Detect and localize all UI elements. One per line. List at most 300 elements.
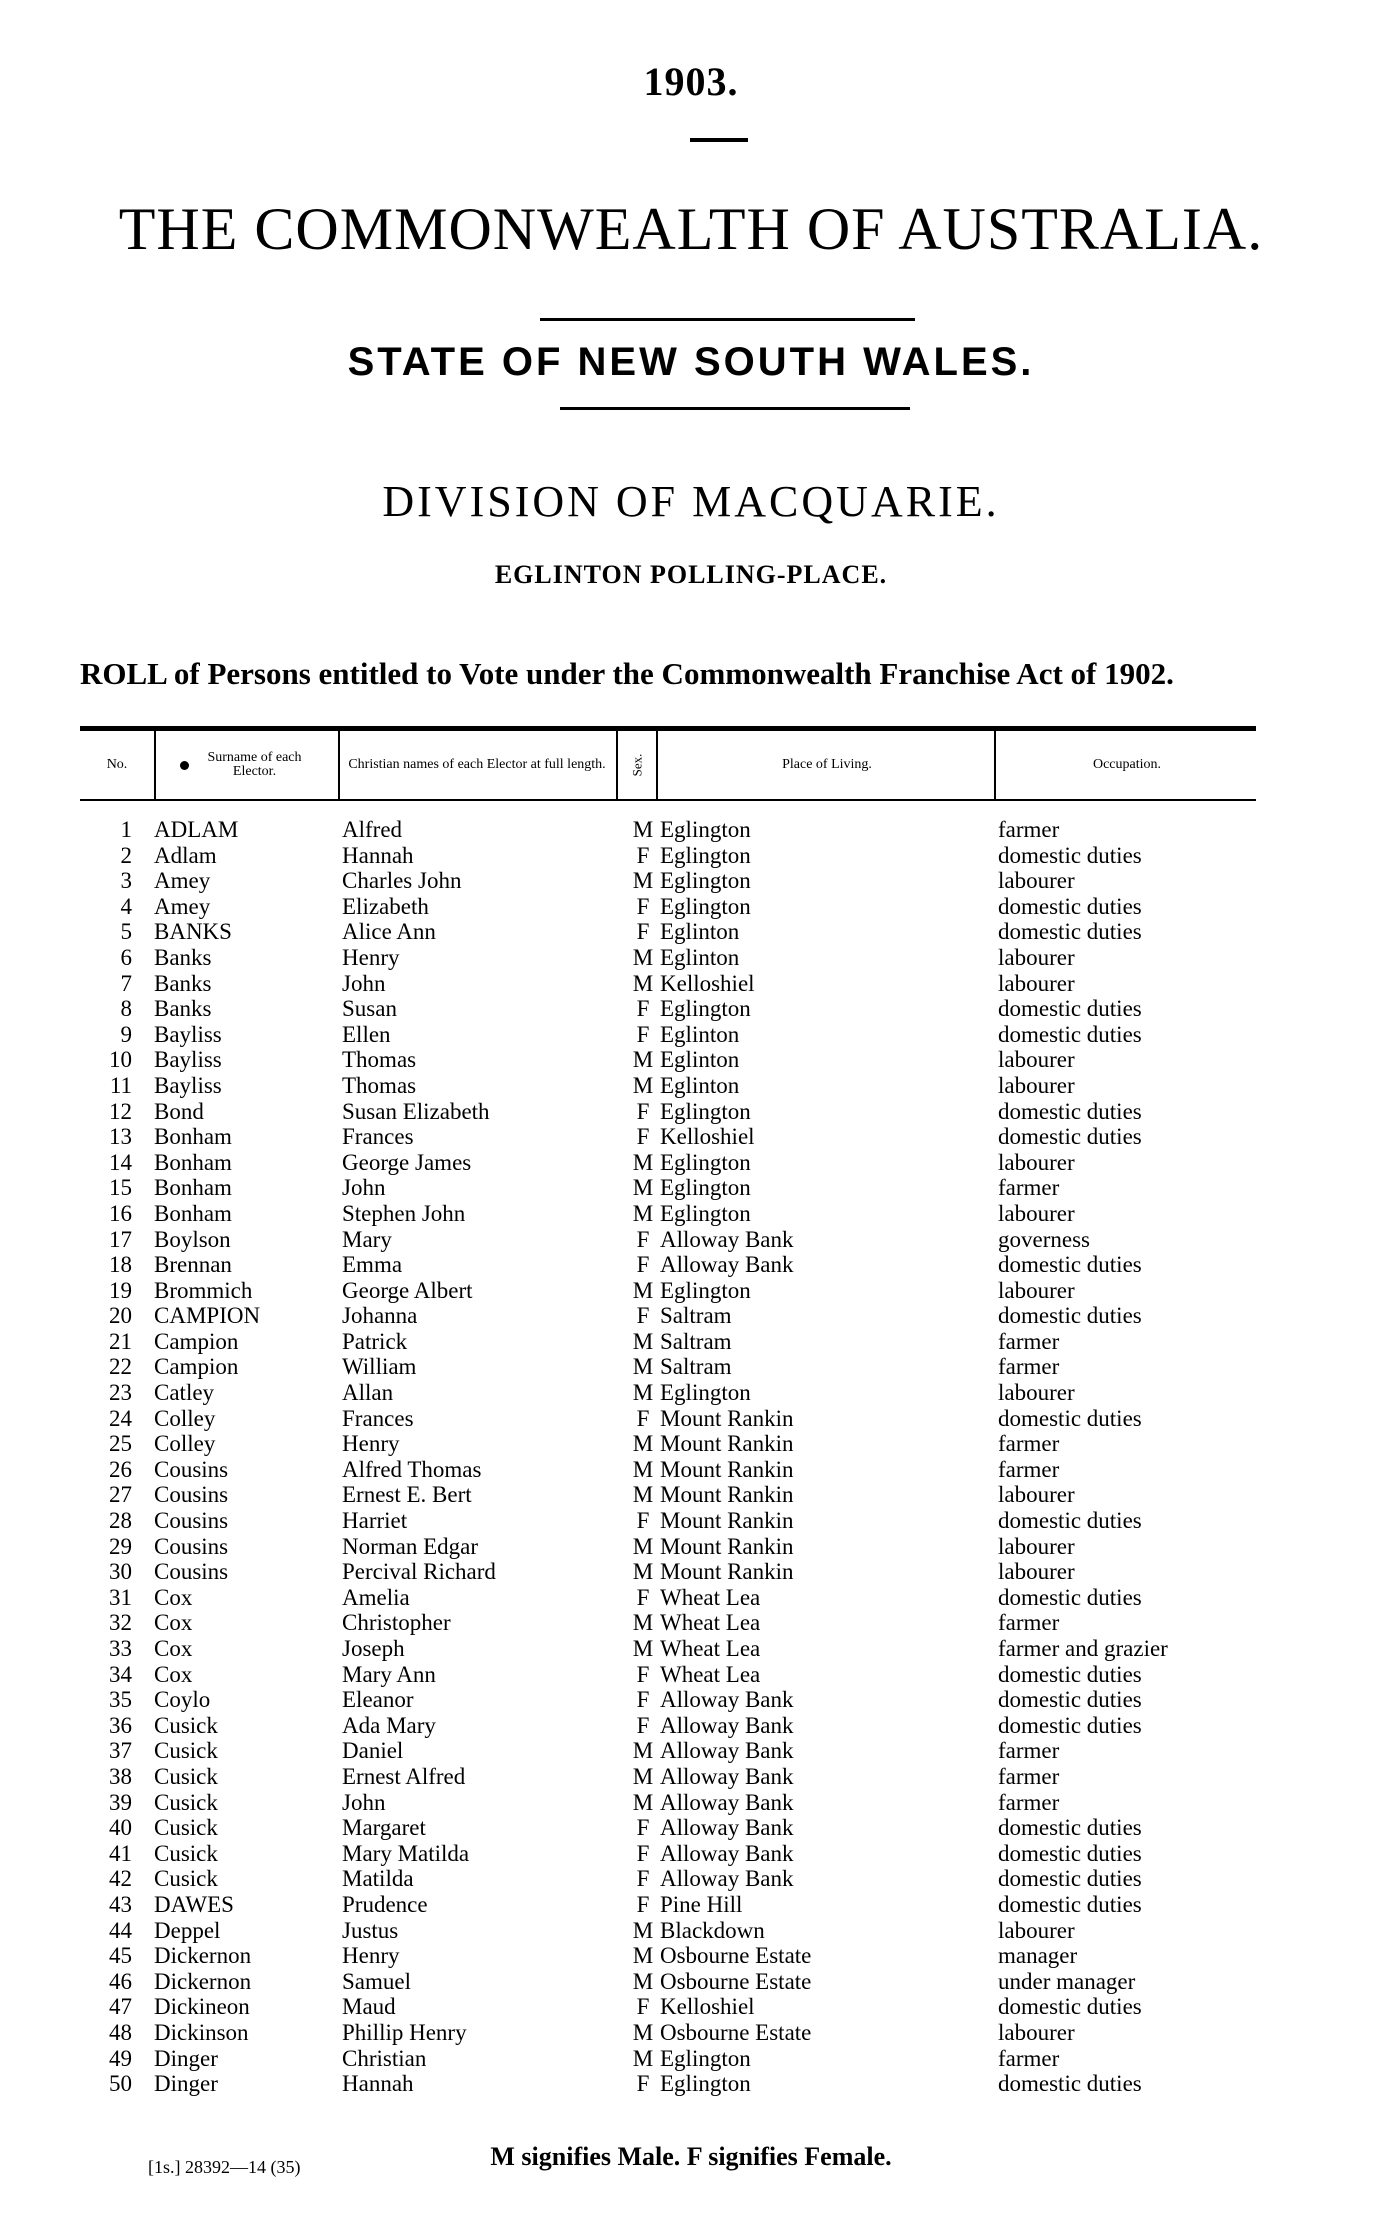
place-of-living-cell: Kelloshiel xyxy=(660,970,755,996)
occupation-cell: domestic duties xyxy=(998,1866,1142,1892)
occupation-cell: domestic duties xyxy=(998,1840,1142,1866)
place-of-living-cell: Pine Hill xyxy=(660,1891,743,1917)
place-of-living-cell: Alloway Bank xyxy=(660,1226,794,1252)
place-of-living-cell: Eglinton xyxy=(660,1021,740,1047)
sex-cell: F xyxy=(636,1712,650,1738)
occupation-cell: labourer xyxy=(998,1047,1075,1073)
row-number: 47 xyxy=(109,1994,132,2020)
sex-cell: M xyxy=(632,1072,654,1098)
column-header-place: Place of Living. xyxy=(782,757,872,772)
sex-cell: F xyxy=(636,1405,650,1431)
surname-cell: Brennan xyxy=(154,1252,232,1278)
table-row xyxy=(80,894,1256,920)
surname-cell: Bayliss xyxy=(154,1072,222,1098)
christian-names-cell: Thomas xyxy=(342,1047,417,1073)
surname-cell: Cousins xyxy=(154,1508,229,1534)
place-of-living-cell: Alloway Bank xyxy=(660,1738,794,1764)
surname-cell: CAMPION xyxy=(154,1303,261,1329)
row-number: 39 xyxy=(109,1789,132,1815)
sex-cell: M xyxy=(632,1456,654,1482)
column-header-no: No. xyxy=(106,757,128,772)
row-number: 31 xyxy=(109,1584,132,1610)
row-number: 18 xyxy=(109,1252,132,1278)
sex-cell: M xyxy=(632,1533,654,1559)
sex-cell: M xyxy=(632,1610,654,1636)
occupation-cell: labourer xyxy=(998,944,1075,970)
sex-cell: F xyxy=(636,1584,650,1610)
christian-names-cell: Mary Ann xyxy=(342,1661,436,1687)
surname-cell: Catley xyxy=(154,1380,215,1406)
row-number: 6 xyxy=(120,944,132,970)
row-number: 44 xyxy=(109,1917,132,1943)
place-of-living-cell: Mount Rankin xyxy=(660,1508,794,1534)
surname-cell: Dickinson xyxy=(154,2019,249,2045)
row-number: 46 xyxy=(109,1968,132,1994)
occupation-cell: domestic duties xyxy=(998,1661,1142,1687)
place-of-living-cell: Wheat Lea xyxy=(660,1636,761,1661)
table-row xyxy=(80,1252,1256,1278)
table-row xyxy=(80,843,1256,869)
table-row xyxy=(80,1764,1256,1790)
place-of-living-cell: Eglington xyxy=(660,996,751,1022)
print-info: [1s.] 28392—14 (35) xyxy=(148,2157,301,2177)
table-row xyxy=(80,1047,1256,1073)
occupation-cell: domestic duties xyxy=(998,842,1142,868)
christian-names-cell: Alfred Thomas xyxy=(342,1456,482,1482)
place-of-living-cell: Saltram xyxy=(660,1303,732,1329)
row-number: 16 xyxy=(109,1200,132,1226)
table-row xyxy=(80,2071,1256,2097)
division-heading: DIVISION OF MACQUARIE. xyxy=(382,477,1000,526)
table-row xyxy=(80,1099,1256,1125)
table-row xyxy=(80,1175,1256,1201)
christian-names-cell: John xyxy=(342,1789,386,1815)
surname-cell: Bonham xyxy=(154,1200,232,1226)
sex-cell: F xyxy=(636,1815,650,1841)
christian-names-cell: Ellen xyxy=(342,1021,391,1047)
surname-cell: Cusick xyxy=(154,1738,218,1764)
row-number: 45 xyxy=(109,1943,132,1969)
place-of-living-cell: Eglington xyxy=(660,842,751,868)
surname-cell: Deppel xyxy=(154,1917,221,1943)
place-of-living-cell: Alloway Bank xyxy=(660,1763,794,1789)
occupation-cell: labourer xyxy=(998,1200,1075,1226)
sex-cell: M xyxy=(632,1277,654,1303)
sex-cell: M xyxy=(632,1917,654,1943)
table-row xyxy=(80,1278,1256,1304)
surname-cell: Cox xyxy=(154,1584,193,1610)
surname-cell: Cusick xyxy=(154,1815,218,1841)
table-row xyxy=(80,1150,1256,1176)
table-row xyxy=(80,1124,1256,1150)
surname-cell: Cusick xyxy=(154,1789,218,1815)
table-row xyxy=(80,1866,1256,1892)
table-row xyxy=(80,1969,1256,1995)
table-row xyxy=(80,1636,1256,1662)
table-row xyxy=(80,1585,1256,1611)
occupation-cell: domestic duties xyxy=(998,1687,1142,1713)
sex-cell: M xyxy=(632,1431,654,1457)
row-number: 28 xyxy=(109,1508,132,1534)
christian-names-cell: John xyxy=(342,970,386,996)
surname-cell: Bonham xyxy=(154,1124,232,1150)
surname-cell: Coylo xyxy=(154,1687,211,1713)
table-row xyxy=(80,945,1256,971)
surname-cell: Bonham xyxy=(154,1175,232,1201)
row-number: 40 xyxy=(109,1815,132,1841)
column-header-surname-label: Surname of each Elector. xyxy=(207,750,302,779)
sex-cell: M xyxy=(632,1559,654,1585)
sex-cell: F xyxy=(636,2071,650,2097)
row-number: 41 xyxy=(109,1840,132,1866)
christian-names-cell: Frances xyxy=(342,1124,414,1150)
christian-names-cell: Alice Ann xyxy=(342,919,436,945)
table-row xyxy=(80,1431,1256,1457)
sex-cell: M xyxy=(632,1175,654,1201)
christian-names-cell: Eleanor xyxy=(342,1687,414,1713)
occupation-cell: under manager xyxy=(998,1968,1136,1994)
table-row xyxy=(80,1354,1256,1380)
christian-names-cell: Johanna xyxy=(342,1303,418,1329)
table-row xyxy=(80,2046,1256,2072)
surname-cell: Bayliss xyxy=(154,1021,222,1047)
place-of-living-cell: Eglinton xyxy=(660,919,740,945)
row-number: 13 xyxy=(109,1124,132,1150)
sex-cell: F xyxy=(636,1508,650,1534)
surname-cell: Cox xyxy=(154,1636,193,1661)
place-of-living-cell: Osbourne Estate xyxy=(660,2019,812,2045)
occupation-cell: farmer xyxy=(998,1175,1060,1201)
surname-cell: Cousins xyxy=(154,1533,229,1559)
table-row xyxy=(80,1329,1256,1355)
column-divider xyxy=(338,731,340,799)
roll-heading: ROLL of Persons entitled to Vote under the Commonwealth Franchise Act of 1902. xyxy=(80,656,1174,691)
divider-rule xyxy=(690,138,748,142)
polling-place-heading: EGLINTON POLLING-PLACE. xyxy=(494,560,888,589)
christian-names-cell: Prudence xyxy=(342,1891,428,1917)
occupation-cell: labourer xyxy=(998,868,1075,894)
place-of-living-cell: Eglington xyxy=(660,1277,751,1303)
christian-names-cell: Henry xyxy=(342,1943,400,1969)
row-number: 23 xyxy=(109,1380,132,1406)
occupation-cell: labourer xyxy=(998,1533,1075,1559)
sex-cell: F xyxy=(636,1124,650,1150)
christian-names-cell: Frances xyxy=(342,1405,414,1431)
table-row xyxy=(80,1994,1256,2020)
surname-cell: Dickernon xyxy=(154,1968,252,1994)
surname-cell: DAWES xyxy=(154,1891,234,1917)
place-of-living-cell: Eglinton xyxy=(660,944,740,970)
place-of-living-cell: Saltram xyxy=(660,1328,732,1354)
christian-names-cell: Percival Richard xyxy=(342,1559,496,1585)
christian-names-cell: Norman Edgar xyxy=(342,1533,479,1559)
row-number: 43 xyxy=(109,1891,132,1917)
christian-names-cell: Ada Mary xyxy=(342,1712,436,1738)
sex-cell: M xyxy=(632,1636,654,1661)
surname-cell: Colley xyxy=(154,1431,216,1457)
place-of-living-cell: Alloway Bank xyxy=(660,1866,794,1892)
row-number: 1 xyxy=(120,817,132,842)
occupation-cell: farmer xyxy=(998,1328,1060,1354)
christian-names-cell: Joseph xyxy=(342,1636,405,1661)
table-row xyxy=(80,1534,1256,1560)
column-divider xyxy=(656,731,658,799)
row-number: 12 xyxy=(109,1098,132,1124)
christian-names-cell: Emma xyxy=(342,1252,403,1278)
christian-names-cell: Mary xyxy=(342,1226,392,1252)
sex-cell: M xyxy=(632,1200,654,1226)
christian-names-cell: Susan Elizabeth xyxy=(342,1098,490,1124)
occupation-cell: farmer and grazier xyxy=(998,1636,1168,1661)
sex-cell: M xyxy=(632,2019,654,2045)
christian-names-cell: Christian xyxy=(342,2045,427,2071)
christian-names-cell: Daniel xyxy=(342,1738,404,1764)
surname-cell: Bayliss xyxy=(154,1047,222,1073)
surname-cell: Amey xyxy=(154,868,211,894)
sex-cell: M xyxy=(632,1738,654,1764)
sex-cell: M xyxy=(632,1968,654,1994)
row-number: 15 xyxy=(109,1175,132,1201)
row-number: 50 xyxy=(109,2071,132,2097)
place-of-living-cell: Alloway Bank xyxy=(660,1712,794,1738)
christian-names-cell: Susan xyxy=(342,996,397,1022)
place-of-living-cell: Kelloshiel xyxy=(660,1124,755,1150)
row-number: 42 xyxy=(109,1866,132,1892)
place-of-living-cell: Mount Rankin xyxy=(660,1559,794,1585)
row-number: 38 xyxy=(109,1763,132,1789)
place-of-living-cell: Wheat Lea xyxy=(660,1584,761,1610)
sex-cell: M xyxy=(632,970,654,996)
sex-cell: M xyxy=(632,1354,654,1380)
surname-cell: Cusick xyxy=(154,1763,218,1789)
occupation-cell: farmer xyxy=(998,1763,1060,1789)
place-of-living-cell: Mount Rankin xyxy=(660,1533,794,1559)
christian-names-cell: Allan xyxy=(342,1380,394,1406)
row-number: 21 xyxy=(109,1328,132,1354)
surname-cell: Banks xyxy=(154,970,212,996)
christian-names-cell: George James xyxy=(342,1149,472,1175)
occupation-cell: farmer xyxy=(998,1431,1060,1457)
christian-names-cell: Harriet xyxy=(342,1508,408,1534)
table-row xyxy=(80,1303,1256,1329)
occupation-cell: domestic duties xyxy=(998,996,1142,1022)
surname-cell: Campion xyxy=(154,1354,239,1380)
sex-cell: F xyxy=(636,996,650,1022)
occupation-cell: farmer xyxy=(998,1738,1060,1764)
occupation-cell: labourer xyxy=(998,970,1075,996)
divider-rule xyxy=(540,318,915,321)
christian-names-cell: Patrick xyxy=(342,1328,408,1354)
row-number: 37 xyxy=(109,1738,132,1764)
sex-cell: F xyxy=(636,1840,650,1866)
sex-cell: F xyxy=(636,893,650,919)
occupation-cell: farmer xyxy=(998,1610,1060,1636)
row-number: 24 xyxy=(109,1405,132,1431)
row-number: 17 xyxy=(109,1226,132,1252)
sex-cell: F xyxy=(636,842,650,868)
sex-cell: F xyxy=(636,1021,650,1047)
surname-cell: Colley xyxy=(154,1405,216,1431)
row-number: 22 xyxy=(109,1354,132,1380)
elector-table-body xyxy=(80,817,1256,2097)
table-row xyxy=(80,1687,1256,1713)
sex-cell: F xyxy=(636,1098,650,1124)
row-number: 26 xyxy=(109,1456,132,1482)
row-number: 8 xyxy=(120,996,132,1022)
occupation-cell: labourer xyxy=(998,1559,1075,1585)
place-of-living-cell: Alloway Bank xyxy=(660,1687,794,1713)
table-row xyxy=(80,1457,1256,1483)
row-number: 14 xyxy=(109,1149,132,1175)
occupation-cell: domestic duties xyxy=(998,1712,1142,1738)
column-header-christian: Christian names of each Elector at full length. xyxy=(348,757,606,772)
sex-cell: F xyxy=(636,1687,650,1713)
occupation-cell: labourer xyxy=(998,1917,1075,1943)
sex-cell: M xyxy=(632,1789,654,1815)
sex-cell: F xyxy=(636,1252,650,1278)
christian-names-cell: Mary Matilda xyxy=(342,1840,470,1866)
sex-cell: F xyxy=(636,1226,650,1252)
occupation-cell: domestic duties xyxy=(998,1584,1142,1610)
table-row xyxy=(80,1892,1256,1918)
occupation-cell: domestic duties xyxy=(998,1815,1142,1841)
occupation-cell: labourer xyxy=(998,1380,1075,1406)
occupation-cell: domestic duties xyxy=(998,1891,1142,1917)
row-number: 48 xyxy=(109,2019,132,2045)
table-row xyxy=(80,1713,1256,1739)
sex-cell: M xyxy=(632,2045,654,2071)
row-number: 29 xyxy=(109,1533,132,1559)
place-of-living-cell: Eglington xyxy=(660,1098,751,1124)
table-row xyxy=(80,1790,1256,1816)
place-of-living-cell: Osbourne Estate xyxy=(660,1943,812,1969)
sex-cell: F xyxy=(636,1994,650,2020)
surname-cell: Dinger xyxy=(154,2045,218,2071)
occupation-cell: farmer xyxy=(998,817,1060,842)
christian-names-cell: Samuel xyxy=(342,1968,411,1994)
christian-names-cell: Amelia xyxy=(342,1584,410,1610)
place-of-living-cell: Eglington xyxy=(660,1175,751,1201)
table-row xyxy=(80,1073,1256,1099)
place-of-living-cell: Alloway Bank xyxy=(660,1815,794,1841)
row-number: 49 xyxy=(109,2045,132,2071)
christian-names-cell: George Albert xyxy=(342,1277,473,1303)
table-row xyxy=(80,1662,1256,1688)
sex-cell: M xyxy=(632,1943,654,1969)
sex-cell: F xyxy=(636,1661,650,1687)
surname-cell: Dickineon xyxy=(154,1994,250,2020)
place-of-living-cell: Wheat Lea xyxy=(660,1661,761,1687)
table-row xyxy=(80,868,1256,894)
table-row xyxy=(80,971,1256,997)
place-of-living-cell: Eglington xyxy=(660,868,751,894)
surname-cell: Campion xyxy=(154,1328,239,1354)
surname-cell: Dickernon xyxy=(154,1943,252,1969)
christian-names-cell: Henry xyxy=(342,1431,400,1457)
place-of-living-cell: Eglington xyxy=(660,1200,751,1226)
surname-cell: Cousins xyxy=(154,1482,229,1508)
place-of-living-cell: Eglington xyxy=(660,1380,751,1406)
occupation-cell: domestic duties xyxy=(998,2071,1142,2097)
occupation-cell: farmer xyxy=(998,1789,1060,1815)
place-of-living-cell: Blackdown xyxy=(660,1917,765,1943)
row-number: 35 xyxy=(109,1687,132,1713)
christian-names-cell: Maud xyxy=(342,1994,396,2020)
sex-cell: M xyxy=(632,1482,654,1508)
row-number: 30 xyxy=(109,1559,132,1585)
column-header-sex-label: Sex. xyxy=(629,753,644,777)
occupation-cell: labourer xyxy=(998,1149,1075,1175)
table-row xyxy=(80,1841,1256,1867)
table-row xyxy=(80,1380,1256,1406)
table-row xyxy=(80,1227,1256,1253)
surname-cell: Amey xyxy=(154,893,211,919)
place-of-living-cell: Eglington xyxy=(660,2045,751,2071)
sex-cell: M xyxy=(632,1047,654,1073)
column-header-sex xyxy=(618,731,656,799)
table-row xyxy=(80,1815,1256,1841)
occupation-cell: domestic duties xyxy=(998,919,1142,945)
surname-cell: Brommich xyxy=(154,1277,253,1303)
table-row xyxy=(80,1201,1256,1227)
christian-names-cell: Henry xyxy=(342,944,400,970)
column-header-occupation: Occupation. xyxy=(1092,757,1162,772)
occupation-cell: farmer xyxy=(998,1354,1060,1380)
sex-cell: F xyxy=(636,1891,650,1917)
occupation-cell: labourer xyxy=(998,1482,1075,1508)
surname-cell: Bond xyxy=(154,1098,204,1124)
christian-names-cell: Margaret xyxy=(342,1815,426,1841)
occupation-cell: labourer xyxy=(998,1072,1075,1098)
table-row xyxy=(80,1559,1256,1585)
christian-names-cell: Ernest Alfred xyxy=(342,1763,466,1789)
table-row xyxy=(80,1406,1256,1432)
occupation-cell: labourer xyxy=(998,1277,1075,1303)
occupation-cell: domestic duties xyxy=(998,1508,1142,1534)
place-of-living-cell: Wheat Lea xyxy=(660,1610,761,1636)
row-number: 20 xyxy=(109,1303,132,1329)
sex-cell: F xyxy=(636,919,650,945)
place-of-living-cell: Mount Rankin xyxy=(660,1482,794,1508)
year-heading: 1903. xyxy=(643,59,739,104)
place-of-living-cell: Eglinton xyxy=(660,1072,740,1098)
occupation-cell: manager xyxy=(998,1943,1078,1969)
surname-cell: Cousins xyxy=(154,1559,229,1585)
row-number: 25 xyxy=(109,1431,132,1457)
sex-legend-footnote: M signifies Male. F signifies Female. xyxy=(490,2142,892,2171)
occupation-cell: domestic duties xyxy=(998,893,1142,919)
place-of-living-cell: Alloway Bank xyxy=(660,1840,794,1866)
christian-names-cell: Stephen John xyxy=(342,1200,466,1226)
occupation-cell: domestic duties xyxy=(998,1405,1142,1431)
table-row xyxy=(80,1482,1256,1508)
place-of-living-cell: Eglington xyxy=(660,893,751,919)
occupation-cell: governess xyxy=(998,1226,1090,1252)
place-of-living-cell: Alloway Bank xyxy=(660,1252,794,1278)
surname-cell: Boylson xyxy=(154,1226,231,1252)
christian-names-cell: Phillip Henry xyxy=(342,2019,467,2045)
christian-names-cell: Matilda xyxy=(342,1866,414,1892)
sex-cell: M xyxy=(632,1328,654,1354)
row-number: 34 xyxy=(109,1661,132,1687)
surname-cell: Adlam xyxy=(154,842,217,868)
sex-cell: M xyxy=(632,868,654,894)
table-row xyxy=(80,1610,1256,1636)
table-row xyxy=(80,817,1256,843)
place-of-living-cell: Alloway Bank xyxy=(660,1789,794,1815)
row-number: 5 xyxy=(120,919,132,945)
occupation-cell: domestic duties xyxy=(998,1098,1142,1124)
